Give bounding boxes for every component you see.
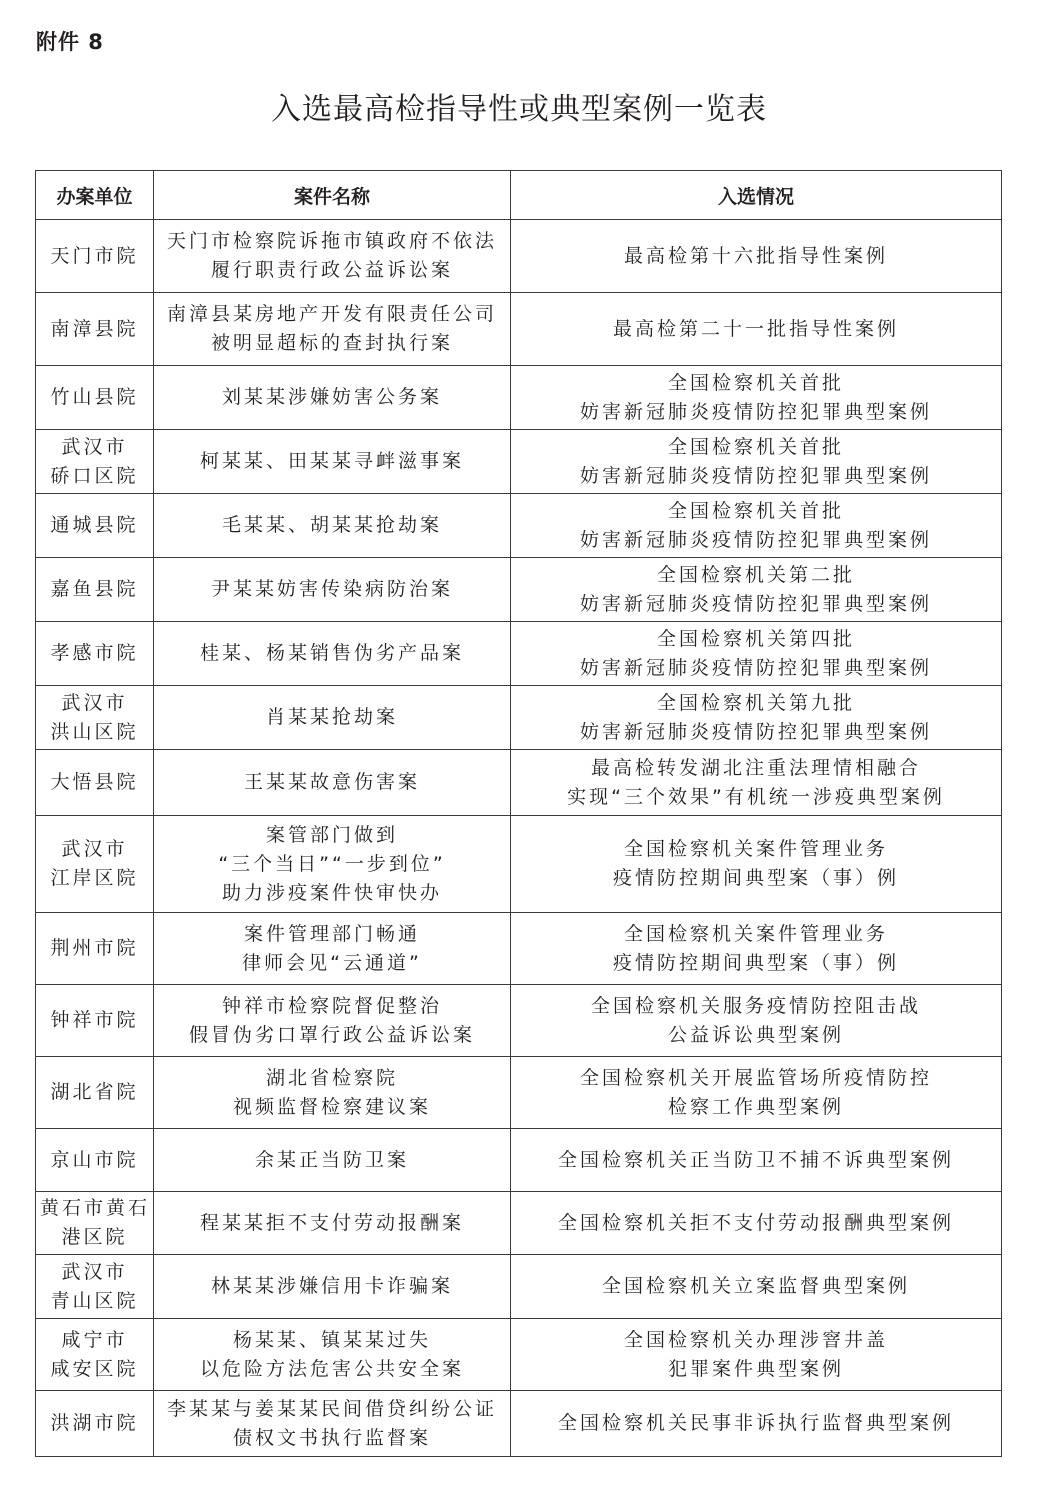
cell-unit xyxy=(36,686,154,750)
cell-line: 咸宁市 xyxy=(61,1328,128,1351)
cell-line: 南漳县院 xyxy=(50,317,139,340)
cell-line: 武汉市 xyxy=(61,691,128,714)
cell-result xyxy=(511,1057,1002,1129)
cell-line: 大悟县院 xyxy=(50,771,139,793)
cell-line: 债权文书执行监督案 xyxy=(232,1426,431,1449)
cell-result xyxy=(511,366,1002,430)
cell-line: 毛某某、胡某某抢劫案 xyxy=(221,514,442,536)
cell-unit xyxy=(36,1057,154,1129)
cell-line: 妨害新冠肺炎疫情防控犯罪典型案例 xyxy=(579,528,932,551)
cell-result xyxy=(511,1192,1002,1255)
cell-result xyxy=(511,816,1002,913)
cell-result xyxy=(511,913,1002,985)
cell-line: 竹山县院 xyxy=(50,386,139,408)
cell-result xyxy=(511,220,1002,293)
table-row xyxy=(36,293,1002,366)
cell-case-name xyxy=(154,494,511,558)
table-row xyxy=(36,750,1002,816)
cell-line: 被明显超标的查封执行案 xyxy=(210,332,453,354)
cell-unit xyxy=(36,913,154,985)
cell-line: 犯罪案件典型案例 xyxy=(667,1357,844,1380)
cell-line: 妨害新冠肺炎疫情防控犯罪典型案例 xyxy=(579,720,932,743)
table-header-row xyxy=(36,171,1002,220)
table-row xyxy=(36,220,1002,293)
cell-case-name xyxy=(154,622,511,686)
cell-line: 钟祥市院 xyxy=(50,1009,139,1031)
cell-case-name xyxy=(154,558,511,622)
cell-case-name xyxy=(154,1192,511,1255)
cell-result xyxy=(511,750,1002,816)
cell-line: 全国检察机关第四批 xyxy=(656,627,855,650)
cell-case-name xyxy=(154,1057,511,1129)
cell-result xyxy=(511,293,1002,366)
attachment-label: 附件 8 xyxy=(36,30,104,54)
cell-line: 疫情防控期间典型案（事）例 xyxy=(612,867,899,889)
cell-line: 京山市院 xyxy=(50,1148,139,1171)
cell-line: 全国检察机关首批 xyxy=(667,371,844,394)
cell-line: 余某正当防卫案 xyxy=(254,1148,409,1171)
cell-line: 全国检察机关开展监管场所疫情防控 xyxy=(579,1066,932,1089)
cell-line: 港区院 xyxy=(61,1226,128,1248)
table-row xyxy=(36,1319,1002,1391)
cell-line: 武汉市 xyxy=(61,1260,128,1283)
cell-line: 全国检察机关第九批 xyxy=(656,691,855,714)
header-unit: 办案单位 xyxy=(36,171,154,220)
cell-unit xyxy=(36,430,154,494)
cell-line: 公益诉讼典型案例 xyxy=(667,1023,844,1046)
cell-line: 助力涉疫案件快审快办 xyxy=(221,881,442,904)
table-row xyxy=(36,1129,1002,1192)
cell-unit xyxy=(36,1319,154,1391)
cell-line: 妨害新冠肺炎疫情防控犯罪典型案例 xyxy=(579,592,932,615)
cell-line: 黄石市黄石 xyxy=(40,1197,151,1219)
cell-line: 全国检察机关立案监督典型案例 xyxy=(601,1275,910,1297)
table-row xyxy=(36,1192,1002,1255)
table-body xyxy=(36,220,1002,1457)
cell-line: 钟祥市检察院督促整治 xyxy=(221,994,442,1017)
cell-line: 最高检第二十一批指导性案例 xyxy=(612,317,899,340)
cell-line: 妨害新冠肺炎疫情防控犯罪典型案例 xyxy=(579,400,932,423)
cell-line: 最高检第十六批指导性案例 xyxy=(623,244,888,267)
cell-line: 南漳县某房地产开发有限责任公司 xyxy=(166,303,497,325)
cell-case-name xyxy=(154,220,511,293)
cell-unit xyxy=(36,366,154,430)
cell-line: 全国检察机关办理涉窨井盖 xyxy=(623,1328,888,1351)
cell-line: 案件管理部门畅通 xyxy=(243,922,420,945)
table-row xyxy=(36,1255,1002,1319)
cell-line: 肖某某抢劫案 xyxy=(265,706,398,728)
table-row xyxy=(36,816,1002,913)
table-row xyxy=(36,1391,1002,1457)
table-row xyxy=(36,558,1002,622)
table-row xyxy=(36,494,1002,558)
cell-case-name xyxy=(154,816,511,913)
cell-line: 疫情防控期间典型案（事）例 xyxy=(612,951,899,974)
cell-line: 江岸区院 xyxy=(50,867,139,889)
cell-unit xyxy=(36,220,154,293)
cell-line: 嘉鱼县院 xyxy=(50,578,139,600)
cell-case-name xyxy=(154,686,511,750)
cell-result xyxy=(511,1319,1002,1391)
cell-line: 履行职责行政公益诉讼案 xyxy=(210,259,453,281)
cell-line: 武汉市 xyxy=(61,435,128,458)
cell-unit xyxy=(36,1192,154,1255)
table-row xyxy=(36,686,1002,750)
cell-line: 实现“三个效果”有机统一涉疫典型案例 xyxy=(567,785,945,808)
cell-line: 咸安区院 xyxy=(50,1357,139,1380)
cell-line: 天门市院 xyxy=(50,244,139,267)
cell-line: 妨害新冠肺炎疫情防控犯罪典型案例 xyxy=(579,656,932,679)
cell-case-name xyxy=(154,293,511,366)
cell-line: 全国检察机关民事非诉执行监督典型案例 xyxy=(557,1412,954,1434)
table-row xyxy=(36,622,1002,686)
table-row xyxy=(36,913,1002,985)
cell-line: 全国检察机关案件管理业务 xyxy=(623,922,888,945)
cell-unit xyxy=(36,816,154,913)
cell-line: 李某某与姜某某民间借贷纠纷公证 xyxy=(166,1397,497,1420)
cell-line: 桂某、杨某销售伪劣产品案 xyxy=(199,642,464,664)
cell-result xyxy=(511,622,1002,686)
cell-unit xyxy=(36,494,154,558)
cell-line: 案管部门做到 xyxy=(265,823,398,846)
cell-line: 通城县院 xyxy=(50,514,139,536)
cell-line: 全国检察机关首批 xyxy=(667,499,844,522)
cell-case-name xyxy=(154,1391,511,1457)
cell-unit xyxy=(36,750,154,816)
cell-case-name xyxy=(154,366,511,430)
table-row xyxy=(36,985,1002,1057)
cell-case-name xyxy=(154,1319,511,1391)
cell-line: 孝感市院 xyxy=(50,642,139,664)
cell-unit xyxy=(36,1129,154,1192)
cell-line: 湖北省院 xyxy=(50,1081,139,1103)
cell-line: 全国检察机关拒不支付劳动报酬典型案例 xyxy=(557,1211,954,1234)
cell-result xyxy=(511,686,1002,750)
cell-line: 律师会见“云通道” xyxy=(242,951,422,974)
header-case-name: 案件名称 xyxy=(154,171,511,220)
cell-line: 荆州市院 xyxy=(50,937,139,959)
cell-line: 检察工作典型案例 xyxy=(667,1095,844,1118)
cell-result xyxy=(511,1391,1002,1457)
cell-line: 程某某拒不支付劳动报酬案 xyxy=(199,1211,464,1234)
case-table xyxy=(35,170,1002,1457)
table-row xyxy=(36,430,1002,494)
cell-line: 硚口区院 xyxy=(50,464,139,487)
cell-line: 视频监督检察建议案 xyxy=(232,1095,431,1118)
cell-result xyxy=(511,1255,1002,1319)
cell-line: 全国检察机关案件管理业务 xyxy=(623,838,888,860)
cell-unit xyxy=(36,985,154,1057)
cell-result xyxy=(511,430,1002,494)
cell-unit xyxy=(36,558,154,622)
table-row xyxy=(36,1057,1002,1129)
cell-line: 以危险方法危害公共安全案 xyxy=(199,1357,464,1380)
header-result: 入选情况 xyxy=(511,171,1002,220)
cell-result xyxy=(511,558,1002,622)
cell-line: 最高检转发湖北注重法理情相融合 xyxy=(590,756,921,779)
cell-case-name xyxy=(154,1255,511,1319)
cell-case-name xyxy=(154,750,511,816)
cell-unit xyxy=(36,293,154,366)
cell-line: 洪湖市院 xyxy=(50,1412,139,1434)
cell-line: 杨某某、镇某某过失 xyxy=(232,1328,431,1351)
cell-line: 湖北省检察院 xyxy=(265,1066,398,1089)
cell-case-name xyxy=(154,985,511,1057)
cell-case-name xyxy=(154,1129,511,1192)
cell-line: 全国检察机关正当防卫不捕不诉典型案例 xyxy=(557,1148,954,1171)
cell-line: 尹某某妨害传染病防治案 xyxy=(210,578,453,600)
cell-line: 林某某涉嫌信用卡诈骗案 xyxy=(210,1275,453,1297)
cell-case-name xyxy=(154,430,511,494)
cell-result xyxy=(511,985,1002,1057)
cell-case-name xyxy=(154,913,511,985)
cell-line: 王某某故意伤害案 xyxy=(243,771,420,793)
cell-result xyxy=(511,1129,1002,1192)
cell-line: 妨害新冠肺炎疫情防控犯罪典型案例 xyxy=(579,464,932,487)
cell-unit xyxy=(36,1255,154,1319)
cell-line: 武汉市 xyxy=(61,838,128,860)
cell-line: 天门市检察院诉拖市镇政府不依法 xyxy=(166,230,497,252)
cell-unit xyxy=(36,622,154,686)
cell-line: 青山区院 xyxy=(50,1289,139,1312)
cell-result xyxy=(511,494,1002,558)
cell-line: 全国检察机关首批 xyxy=(667,435,844,458)
cell-unit xyxy=(36,1391,154,1457)
cell-line: 假冒伪劣口罩行政公益诉讼案 xyxy=(188,1023,475,1046)
document-title: 入选最高检指导性或典型案例一览表 xyxy=(271,92,767,127)
cell-line: 全国检察机关服务疫情防控阻击战 xyxy=(590,994,921,1017)
cell-line: “三个当日”“一步到位” xyxy=(218,852,446,875)
cell-line: 全国检察机关第二批 xyxy=(656,563,855,586)
cell-line: 刘某某涉嫌妨害公务案 xyxy=(221,386,442,408)
cell-line: 洪山区院 xyxy=(50,720,139,743)
table-row xyxy=(36,366,1002,430)
cell-line: 柯某某、田某某寻衅滋事案 xyxy=(199,450,464,472)
